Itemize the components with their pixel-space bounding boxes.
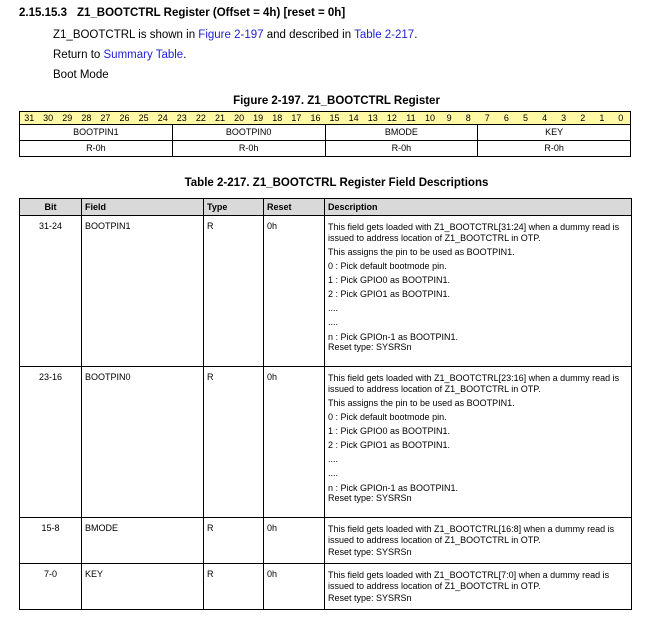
header-description: Description [325, 199, 632, 216]
bit-number: 21 [210, 112, 229, 125]
description-line: .... [328, 453, 339, 464]
table-row [20, 518, 632, 564]
bit-number: 20 [230, 112, 249, 125]
field-type: R [204, 367, 264, 518]
description-line: This field gets loaded with Z1_BOOTCTRL[23:16] when a dummy read is issued to address location of Z1_BOOTCTRL in OTP. [328, 373, 620, 394]
register-description: Boot Mode [53, 69, 109, 81]
description-line: 2 : Pick GPIO1 as BOOTPIN1. [328, 288, 451, 299]
bit-number: 10 [420, 112, 439, 125]
intro-text: . [414, 29, 418, 41]
description-line: n : Pick GPIOn-1 as BOOTPIN1. [328, 331, 459, 342]
field-descriptions-table [19, 198, 632, 610]
description-line: This field gets loaded with Z1_BOOTCTRL[31:24] when a dummy read is issued to address location of Z1_BOOTCTRL in OTP. [328, 222, 620, 243]
description-line: 0 : Pick default bootmode pin. [328, 260, 447, 271]
field-name-bootpin1: BOOTPIN1 [20, 125, 173, 141]
field-reset: 0h [264, 367, 325, 518]
bit-number: 28 [77, 112, 96, 125]
description-line: This field gets loaded with Z1_BOOTCTRL[16:8] when a dummy read is issued to address location of Z1_BOOTCTRL in OTP. [328, 524, 615, 545]
bit-number: 2 [573, 112, 592, 125]
field-access-bootpin0: R-0h [172, 141, 325, 157]
field-bit: 31-24 [20, 216, 82, 367]
bit-number: 19 [249, 112, 268, 125]
header-type: Type [204, 199, 264, 216]
intro-text: and described in [263, 29, 355, 41]
bit-number: 18 [268, 112, 287, 125]
field-bit: 15-8 [20, 518, 82, 564]
description-line: This assigns the pin to be used as BOOTPIN1. [328, 397, 515, 408]
field-name: BMODE [82, 518, 204, 564]
field-name-row [20, 125, 631, 141]
description-line: .... [328, 468, 339, 478]
bit-number: 16 [306, 112, 325, 125]
field-name-bmode: BMODE [325, 125, 478, 141]
table-link[interactable]: Table 2-217 [354, 29, 415, 41]
field-bit: 7-0 [20, 564, 82, 610]
description-line: This field gets loaded with Z1_BOOTCTRL[7:0] when a dummy read is issued to address location of Z1_BOOTCTRL in OTP. [328, 570, 610, 591]
bit-number: 26 [115, 112, 134, 125]
description-line: This assigns the pin to be used as BOOTPIN1. [328, 246, 515, 257]
field-type: R [204, 564, 264, 610]
field-name: KEY [82, 564, 204, 610]
section-number: 2.15.15.3 [19, 7, 67, 19]
field-description [325, 216, 632, 367]
field-name: BOOTPIN1 [82, 216, 204, 367]
bit-number: 30 [39, 112, 58, 125]
return-paragraph [53, 49, 186, 61]
field-reset: 0h [264, 518, 325, 564]
bit-number: 13 [363, 112, 382, 125]
description-line: .... [328, 302, 339, 313]
bit-number: 24 [153, 112, 172, 125]
field-type: R [204, 518, 264, 564]
description-line: Reset type: SYSRSn [328, 547, 412, 557]
section-title: Z1_BOOTCTRL Register (Offset = 4h) [reset = 0h] [76, 7, 346, 19]
field-name-key: KEY [478, 125, 631, 141]
bit-number: 23 [172, 112, 191, 125]
description-line: Reset type: SYSRSn [328, 593, 412, 603]
field-reset: 0h [264, 216, 325, 367]
bit-number: 0 [611, 112, 630, 125]
field-access-bootpin1: R-0h [20, 141, 173, 157]
bit-number: 12 [382, 112, 401, 125]
field-reset: 0h [264, 564, 325, 610]
field-access-key: R-0h [478, 141, 631, 157]
bit-number: 7 [478, 112, 497, 125]
table-row [20, 564, 632, 610]
field-bit: 23-16 [20, 367, 82, 518]
bit-number: 1 [592, 112, 611, 125]
bit-number: 11 [401, 112, 420, 125]
summary-table-link[interactable]: Summary Table [103, 49, 184, 61]
intro-paragraph [53, 29, 417, 41]
bit-number: 4 [535, 112, 554, 125]
field-name: BOOTPIN0 [82, 367, 204, 518]
description-line: 2 : Pick GPIO1 as BOOTPIN1. [328, 439, 451, 450]
field-access-row [20, 141, 631, 157]
section-heading [19, 7, 345, 19]
header-field: Field [82, 199, 204, 216]
figure-title-text: Figure 2-197. Z1_BOOTCTRL Register [233, 95, 440, 107]
bit-number: 9 [440, 112, 459, 125]
bit-number: 14 [344, 112, 363, 125]
bit-number: 29 [58, 112, 77, 125]
table-header-row [20, 199, 632, 216]
figure-title [0, 95, 651, 107]
header-bit: Bit [20, 199, 82, 216]
description-line: Reset type: SYSRSn [328, 342, 412, 352]
bit-number-row [20, 112, 631, 125]
description-line: n : Pick GPIOn-1 as BOOTPIN1. [328, 482, 459, 493]
description-line: 1 : Pick GPIO0 as BOOTPIN1. [328, 425, 451, 436]
field-access-bmode: R-0h [325, 141, 478, 157]
bit-number: 27 [96, 112, 115, 125]
register-diagram [19, 111, 631, 157]
table-row [20, 216, 632, 367]
bit-number: 15 [325, 112, 344, 125]
description-line: 0 : Pick default bootmode pin. [328, 411, 447, 422]
bit-number: 6 [497, 112, 516, 125]
description-line: .... [328, 317, 339, 327]
description-line: 1 : Pick GPIO0 as BOOTPIN1. [328, 274, 451, 285]
bit-number: 31 [20, 112, 39, 125]
field-description [325, 564, 632, 610]
table-title [0, 177, 651, 189]
field-type: R [204, 216, 264, 367]
field-name-bootpin0: BOOTPIN0 [172, 125, 325, 141]
bit-number: 22 [191, 112, 210, 125]
table-title-text: Table 2-217. Z1_BOOTCTRL Register Field Descriptions [184, 177, 489, 189]
return-text: Return to [53, 49, 104, 61]
description-line: Reset type: SYSRSn [328, 493, 412, 503]
bit-number: 5 [516, 112, 535, 125]
field-description [325, 367, 632, 518]
bit-number: 17 [287, 112, 306, 125]
figure-link[interactable]: Figure 2-197 [198, 29, 264, 41]
bit-number: 3 [554, 112, 573, 125]
intro-text: Z1_BOOTCTRL is shown in [53, 29, 199, 41]
field-description [325, 518, 632, 564]
bit-number: 8 [459, 112, 478, 125]
return-text: . [183, 49, 187, 61]
table-row [20, 367, 632, 518]
bit-number: 25 [134, 112, 153, 125]
header-reset: Reset [264, 199, 325, 216]
